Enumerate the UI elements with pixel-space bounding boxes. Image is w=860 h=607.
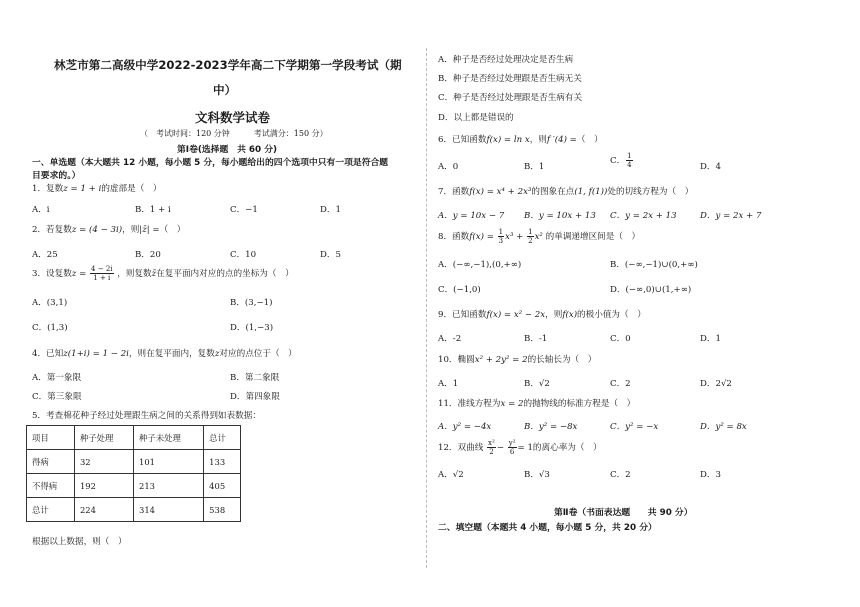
q7-option-a: A．y = 10x − 7 [438, 211, 505, 221]
q2-option-a: A．25 [32, 250, 58, 260]
table-row [27, 498, 241, 522]
q4-option-d: D．第四象限 [230, 392, 280, 402]
section1-instructions: 一、单选题（本大题共 12 小题，每小题 5 分，每小题给出的四个选项中只有一项是符合题 [32, 158, 389, 168]
q5-option-c: C．种子是否经过处理跟是否生病有关 [438, 93, 583, 103]
q3-fraction: $\frac{4 - 2i}{1 + i}$ [91, 265, 113, 282]
q7-option-c: C．y = 2x + 13 [610, 211, 677, 221]
table-cell: 总计 [204, 426, 241, 450]
q5-option-a: A．种子是否经过处理决定是否生病 [438, 55, 574, 65]
table-row [27, 426, 241, 450]
q8-option-a: A．(−∞,−1),(0,+∞) [438, 260, 522, 270]
seed-data-table [26, 425, 241, 522]
q8-option-b: B．(−∞,−1)∪(0,+∞) [610, 260, 698, 270]
q11-option-d: D．y² = 8x [700, 422, 747, 432]
q2-option-d: D．5 [320, 250, 341, 260]
q4-option-a: A．第一象限 [32, 373, 82, 383]
part1-heading: 第Ⅰ卷(选择题 共 60 分) [177, 145, 278, 155]
section2-instructions: 二、填空题（本题共 4 小题，每小题 5 分，共 20 分） [438, 523, 657, 533]
q6-option-d: D．4 [700, 162, 721, 172]
q3-option-d: D．(1,−3) [230, 323, 274, 333]
q9-option-a: A．-2 [438, 334, 462, 344]
table-cell: 133 [204, 450, 241, 474]
q12-option-b: B．√3 [524, 470, 550, 480]
q6-option-b: B．1 [524, 162, 545, 172]
q10-option-a: A．1 [438, 379, 459, 389]
table-row [27, 474, 241, 498]
q1-option-d: D．1 [320, 205, 341, 215]
q1-option-a: A．i [32, 205, 50, 215]
section1-instructions-cont: 目要求的。） [32, 171, 81, 181]
q1-option-b: B．1 + i [135, 205, 171, 215]
table-cell: 314 [133, 498, 203, 522]
q3-option-b: B．(3,−1) [230, 298, 273, 308]
table-cell: 213 [133, 474, 203, 498]
q8-option-d: D．(−∞,0)∪(1,+∞) [610, 285, 692, 295]
q12-option-a: A．√2 [438, 470, 464, 480]
q6-option-a: A．0 [438, 162, 459, 172]
q12-option-d: D．3 [700, 470, 721, 480]
q5-option-d: D．以上都是错误的 [438, 113, 514, 123]
table-cell: 224 [74, 498, 133, 522]
question-4-stem: 4．已知z(1+i) = 1 − 2i，则在复平面内，复数z对应的点位于（ ） [32, 349, 297, 359]
question-11-stem: 11．准线方程为x = 2的抛物线的标准方程是（ ） [438, 399, 636, 409]
q11-option-b: B．y² = −8x [524, 422, 578, 432]
q9-option-c: C．0 [610, 334, 631, 344]
table-cell: 192 [74, 474, 133, 498]
part2-heading: 第Ⅱ卷（书面表达题 共 90 分） [554, 508, 693, 518]
q4-option-c: C．第三象限 [32, 392, 82, 402]
q2-option-c: C．10 [230, 250, 257, 260]
table-cell: 种子处理 [74, 426, 133, 450]
exam-subtitle: 文科数学试卷 [195, 110, 271, 125]
q1-option-c: C．−1 [230, 205, 258, 215]
q8-option-c: C．(−1,0) [438, 285, 481, 295]
q9-option-b: B．-1 [524, 334, 548, 344]
question-7-stem: 7．函数f(x) = x⁴ + 2x³的图象在点(1, f(1))处的切线方程为（ ） [438, 187, 694, 197]
q3-option-a: A．(3,1) [32, 298, 68, 308]
question-9-stem: 9．已知函数f(x) = x² − 2x，则f(x)的极小值为（ ） [438, 310, 646, 320]
q4-option-b: B．第二象限 [230, 373, 280, 383]
q6-option-c: C． $\frac{1}{4}$ [610, 152, 632, 169]
question-10-stem: 10．椭圆x² + 2y² = 2的长轴长为（ ） [438, 355, 597, 365]
question-5-stem: 5．考查棉花种子经过处理跟生病之间的关系得到如表数据： [32, 411, 261, 421]
q7-option-b: B．y = 10x + 13 [524, 211, 596, 221]
table-cell: 405 [204, 474, 241, 498]
exam-title-line1: 林芝市第二高级中学2022-2023学年高二下学期第一学段考试（期 [54, 58, 402, 72]
column-divider [426, 48, 427, 568]
question-5-after: 根据以上数据，则（ ） [32, 537, 127, 547]
table-cell: 得病 [27, 450, 75, 474]
q9-option-d: D．1 [700, 334, 721, 344]
question-12-stem: 12．双曲线 $\frac{\text{x²}}{2}$ − $\frac{\text{y²}}{6}$ = 1的离心率为（ ） [438, 439, 602, 456]
q11-option-a: A．y² = −4x [438, 422, 492, 432]
q12-option-c: C．2 [610, 470, 631, 480]
q2-option-b: B．20 [135, 250, 161, 260]
table-cell: 32 [74, 450, 133, 474]
table-cell: 总计 [27, 498, 75, 522]
q11-option-c: C．y² = −x [610, 422, 659, 432]
question-3-stem: 3．设复数z = $\frac{4 - 2i}{1 + i}$ ，则复数z̄在复平面内对应的点的坐标为（ ） [32, 265, 294, 282]
q10-option-d: D．2√2 [700, 379, 732, 389]
table-row [27, 450, 241, 474]
q10-option-c: C．2 [610, 379, 631, 389]
question-6-stem: 6．已知函数f(x) = ln x，则f ′(4) =（ ） [438, 135, 603, 145]
table-cell: 538 [204, 498, 241, 522]
question-2-stem: 2．若复数z = (4 − 3i)，则|z̄| =（ ） [32, 225, 186, 235]
exam-info: （ 考试时间：120 分钟 考试满分：150 分） [140, 129, 328, 138]
table-cell: 101 [133, 450, 203, 474]
q5-option-b: B．种子是否经过处理跟是否生病无关 [438, 74, 582, 84]
exam-title-line2: 中） [213, 83, 237, 97]
question-8-stem: 8．函数f(x) = $\frac{1}{3}$ x³ + $\frac{1}{2}$ x² 的单调递增区间是（ ） [438, 228, 641, 245]
q10-option-b: B．√2 [524, 379, 550, 389]
table-cell: 不得病 [27, 474, 75, 498]
table-cell: 项目 [27, 426, 75, 450]
question-1-stem: 1．复数z = 1 + i的虚部是（ ） [32, 184, 162, 194]
q3-option-c: C．(1,3) [32, 323, 68, 333]
table-cell: 种子未处理 [133, 426, 203, 450]
q7-option-d: D．y = 2x + 7 [700, 211, 762, 221]
